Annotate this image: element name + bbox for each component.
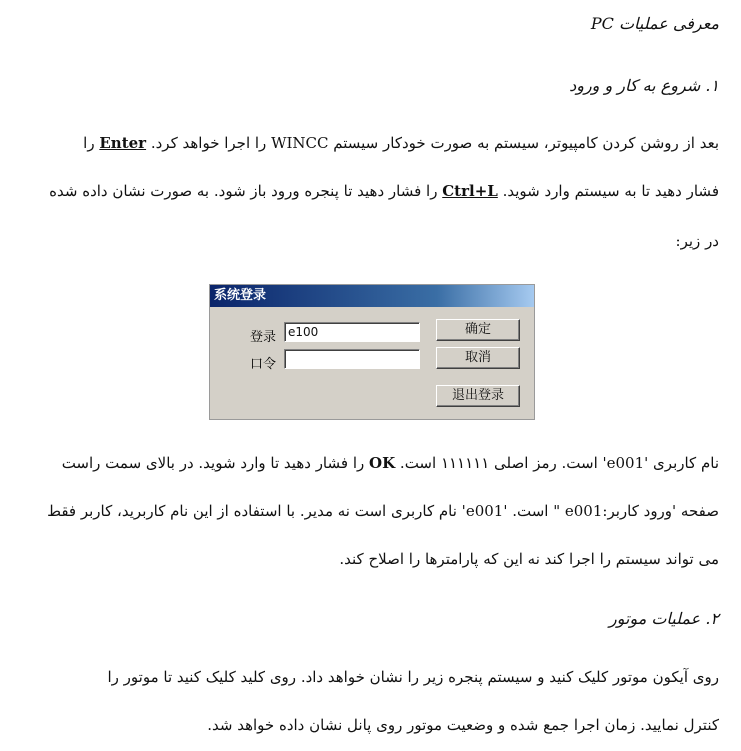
section-1-title: ۱. شروع به کار و ورود	[569, 76, 719, 95]
paragraph-3-line-2: کنترل نمایید. زمان اجرا جمع شده و وضعیت موتور روی پانل نشان داده خواهد شد.	[207, 716, 719, 734]
paragraph-2-line-1	[26, 454, 719, 472]
logout-button[interactable]: 退出登录	[436, 385, 520, 407]
paragraph-2-line-3: می تواند سیستم را اجرا کند نه این که پارامترها را اصلاح کند.	[339, 550, 719, 568]
username-field[interactable]: e100	[284, 322, 420, 342]
ok-button[interactable]: 确定	[436, 319, 520, 341]
ctrl-l-key-label: Ctrl+L	[442, 182, 498, 200]
login-dialog-title: 系统登录	[210, 285, 534, 307]
password-field[interactable]	[284, 349, 420, 369]
ok-key-label: OK	[369, 454, 396, 472]
paragraph-2-line-1-text: نام کاربری 'e001' است. رمز اصلی ۱۱۱۱۱۱ است.	[399, 454, 719, 472]
cancel-button[interactable]: 取消	[436, 347, 520, 369]
paragraph-3-line-1: روی آیکون موتور کلیک کنید و سیستم پنجره زیر را نشان خواهد داد. روی کلید کلیک کنید تا موتور را	[107, 668, 719, 686]
paragraph-1-line-3: در زیر:	[675, 232, 719, 250]
password-label: 口令	[250, 357, 277, 372]
paragraph-1-line-1-text: بعد از روشن کردن کامپیوتر، سیستم به صورت خودکار سیستم WINCC را اجرا خواهد کرد.	[150, 134, 719, 152]
paragraph-1-line-1	[26, 134, 719, 152]
paragraph-1-line-2-tail: را فشار دهید تا پنجره ورود باز شود. به صورت نشان داده شده	[49, 182, 438, 200]
user-label: 登录	[250, 330, 277, 345]
document-title: معرفی عملیات PC	[590, 14, 719, 33]
section-2-title: ۲. عملیات موتور	[609, 609, 719, 628]
paragraph-1-line-1-tail: را	[83, 134, 95, 152]
enter-key-label: Enter	[99, 134, 147, 152]
paragraph-2-line-1-tail: را فشار دهید تا وارد شوید. در بالای سمت راست	[61, 454, 365, 472]
login-dialog	[209, 284, 535, 420]
paragraph-2-line-2: صفحه 'ورود کاربر:e001 " است. 'e001' نام کاربری است نه مدیر. با استفاده از این نام کاربرید، کاربر فقط	[47, 502, 719, 520]
paragraph-1-line-2	[26, 182, 719, 200]
paragraph-1-line-2-text: فشار دهید تا به سیستم وارد شوید.	[502, 182, 719, 200]
